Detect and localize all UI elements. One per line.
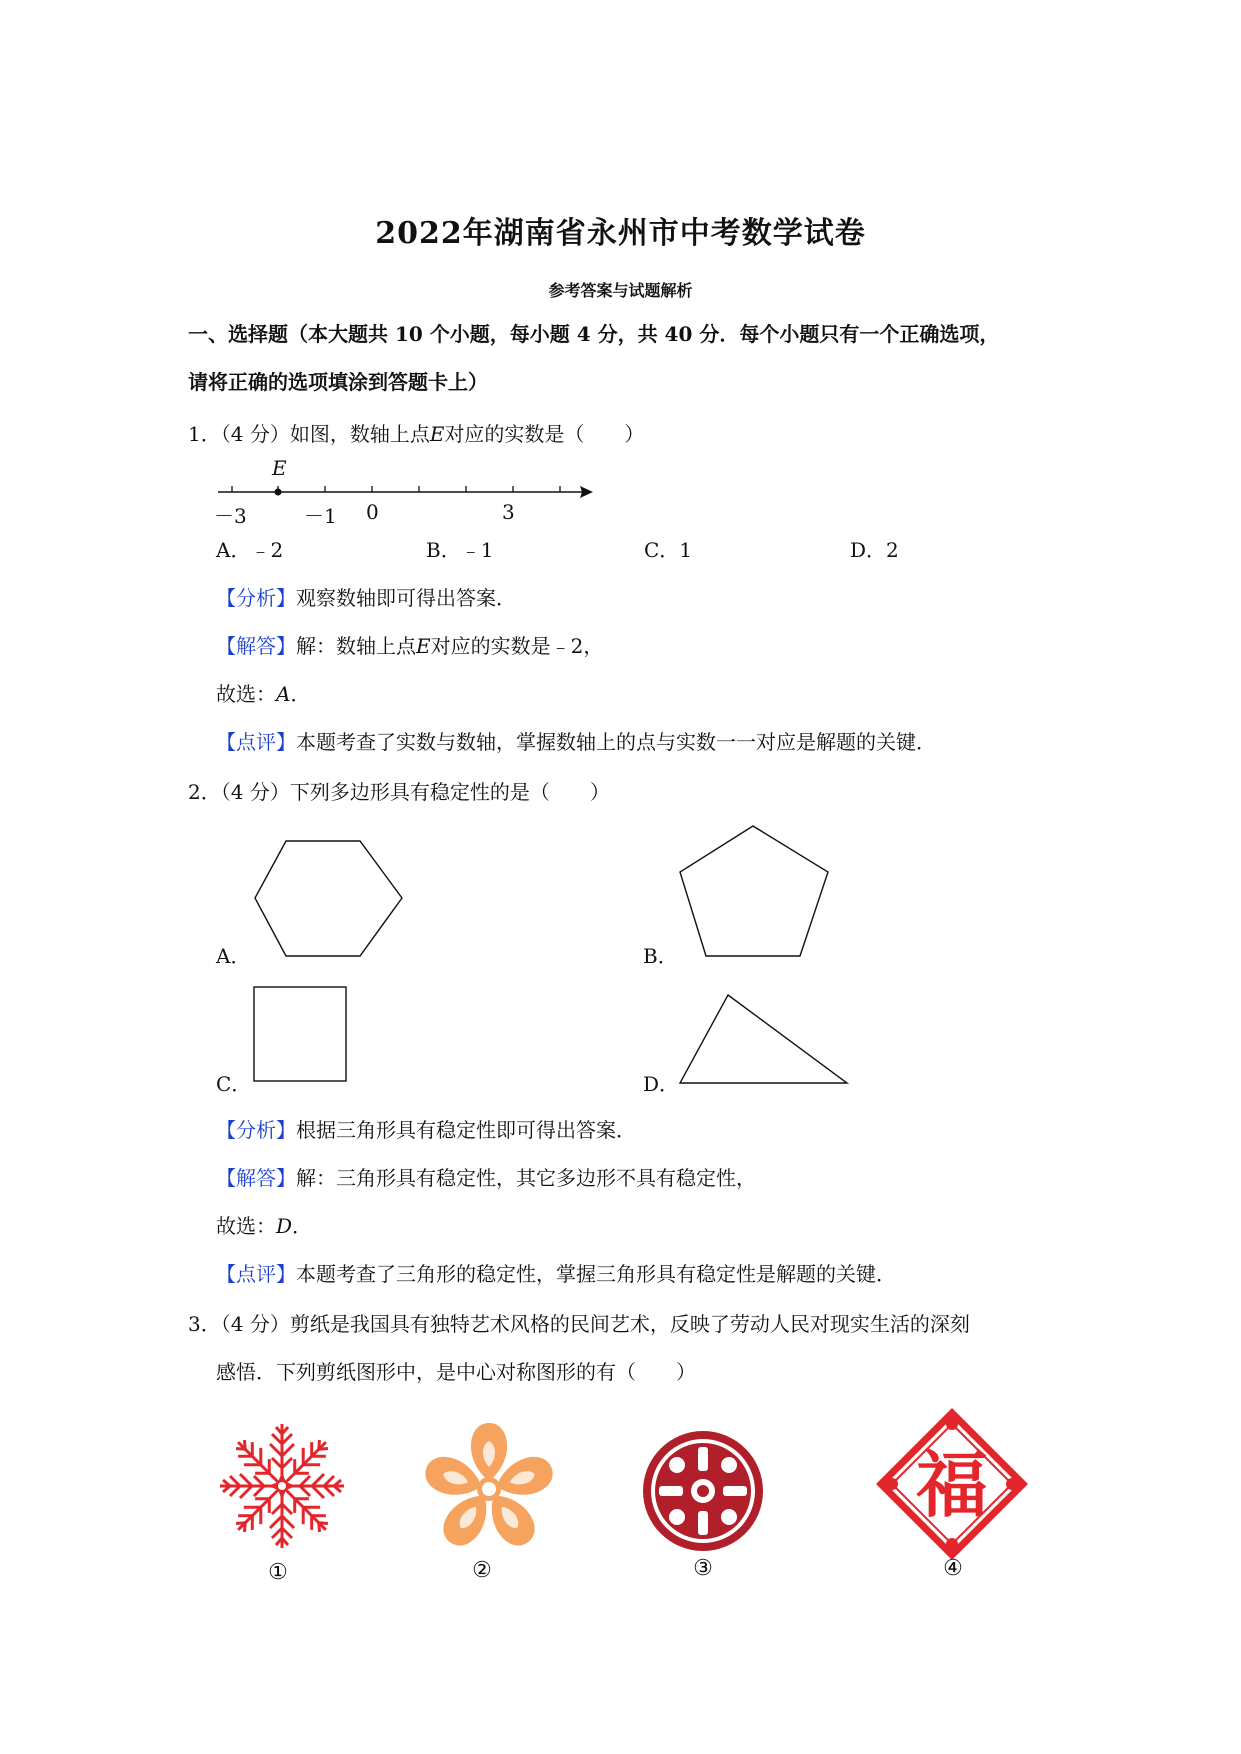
analysis-tag: 【分析】 <box>216 586 296 610</box>
axis-tick-label: －1 <box>304 504 337 528</box>
variable: E <box>416 634 431 658</box>
q1-comment <box>216 726 936 755</box>
comment-text: 本题考查了三角形的稳定性，掌握三角形具有稳定性是解题的关键． <box>296 1262 896 1286</box>
question-3-stem-line1 <box>188 1308 970 1337</box>
q1-answer <box>216 630 603 659</box>
question-1-stem <box>188 418 644 447</box>
hexagon-figure <box>250 838 410 963</box>
page-title: 2022年湖南省永州市中考数学试卷 <box>375 216 866 251</box>
q1-choice <box>216 678 310 707</box>
choice-letter: A <box>276 682 291 706</box>
papercut-flower-image <box>418 1418 560 1560</box>
question-text: 对应的实数是（ ） <box>444 422 645 446</box>
question-text: （4 分）下列多边形具有稳定性的是（ ） <box>220 780 610 804</box>
question-2-stem <box>188 776 610 805</box>
papercut-fu-diamond-image <box>872 1404 1032 1564</box>
comment-tag: 【点评】 <box>216 730 296 754</box>
square-figure <box>252 985 348 1085</box>
option-b: B．﹣1 <box>426 538 494 562</box>
axis-point-label: E <box>272 456 287 480</box>
number-line-figure <box>210 455 610 535</box>
option-b-label: B． <box>643 944 678 968</box>
axis-tick-label: 3 <box>502 500 515 524</box>
variable: E <box>429 422 445 446</box>
option-d-label: D． <box>643 1072 680 1096</box>
answer-tag: 【解答】 <box>216 634 296 658</box>
answer-text: 对应的实数是﹣2， <box>430 634 604 658</box>
answer-text: 解：数轴上点 <box>296 634 416 658</box>
axis-tick-label: 0 <box>366 500 379 524</box>
answer-text: 解：三角形具有稳定性，其它多边形不具有稳定性， <box>296 1166 756 1190</box>
q2-analysis <box>216 1114 636 1143</box>
q2-answer <box>216 1162 756 1191</box>
choice-suffix: ． <box>292 1214 313 1238</box>
option-c: C．1 <box>644 538 693 562</box>
triangle-figure <box>676 992 856 1092</box>
page-subtitle: 参考答案与试题解析 <box>548 281 693 300</box>
answer-tag: 【解答】 <box>216 1166 296 1190</box>
q2-comment <box>216 1258 896 1287</box>
analysis-text: 观察数轴即可得出答案． <box>296 586 516 610</box>
pentagon-figure <box>676 822 836 962</box>
question-number: 2． <box>188 780 221 804</box>
q1-analysis <box>216 582 516 611</box>
fu-character: 福 <box>915 1442 989 1527</box>
choice-letter: D <box>276 1214 293 1238</box>
axis-tick-label: －3 <box>214 504 247 528</box>
section-heading-line2: 请将正确的选项填涂到答题卡上） <box>188 370 488 394</box>
image-label-1: ① <box>268 1560 288 1585</box>
choice-prefix: 故选： <box>216 682 276 706</box>
q2-choice <box>216 1210 312 1239</box>
image-label-4: ④ <box>943 1556 963 1581</box>
analysis-tag: 【分析】 <box>216 1118 296 1142</box>
image-label-3: ③ <box>693 1556 713 1581</box>
comment-text: 本题考查了实数与数轴，掌握数轴上的点与实数一一对应是解题的关键． <box>296 730 936 754</box>
question-text: （4 分）剪纸是我国具有独特艺术风格的民间艺术，反映了劳动人民对现实生活的深刻 <box>220 1312 970 1336</box>
papercut-snowflake-image <box>216 1420 348 1552</box>
option-c-label: C． <box>216 1072 252 1096</box>
choice-suffix: ． <box>290 682 311 706</box>
question-number: 1． <box>188 422 221 446</box>
image-label-2: ② <box>472 1558 492 1583</box>
option-a-label: A． <box>216 944 251 968</box>
option-a: A．﹣2 <box>216 538 284 562</box>
question-3-stem-line2: 感悟．下列剪纸图形中，是中心对称图形的有（ ） <box>216 1360 696 1384</box>
point-e-marker <box>275 489 282 496</box>
section-heading-line1: 一、选择题（本大题共 10 个小题，每小题 4 分，共 40 分．每个小题只有一个正确选项， <box>188 322 1000 346</box>
comment-tag: 【点评】 <box>216 1262 296 1286</box>
question-text: （4 分）如图，数轴上点 <box>220 422 430 446</box>
analysis-text: 根据三角形具有稳定性即可得出答案． <box>296 1118 636 1142</box>
papercut-medallion-image <box>640 1428 766 1554</box>
option-d: D．2 <box>850 538 899 562</box>
choice-prefix: 故选： <box>216 1214 276 1238</box>
question-number: 3． <box>188 1312 221 1336</box>
